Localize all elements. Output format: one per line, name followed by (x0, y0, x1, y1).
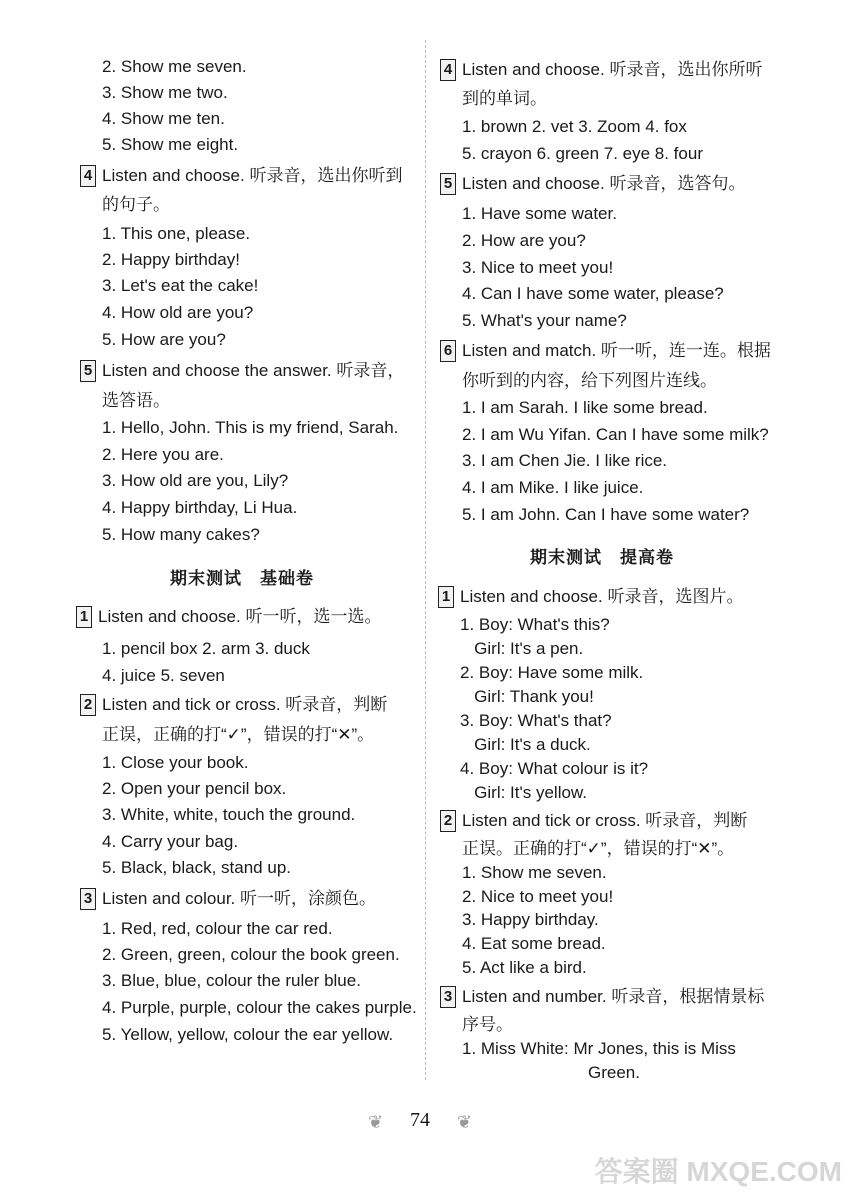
list-item: 2. Open your pencil box. (102, 779, 287, 798)
column-divider (425, 40, 426, 1080)
list-item: 3. Blue, blue, colour the ruler blue. (102, 971, 361, 990)
list-item: 3. Let's eat the cake! (102, 276, 259, 295)
list-item: 5. Show me eight. (102, 135, 239, 154)
question-title: 4 Listen and choose. 听录音，选出你听到 (102, 165, 402, 187)
dialogue-line: 4. Boy: What colour is it? (460, 759, 649, 778)
list-item: 1. Show me seven. (462, 863, 607, 882)
question-title: 3 Listen and colour. 听一听，涂颜色。 (102, 888, 376, 910)
question-number: 2 (80, 694, 96, 716)
question-title-cont: 选答语。 (102, 391, 170, 410)
list-item: 3. How old are you, Lily? (102, 471, 289, 490)
question-number: 5 (440, 173, 456, 195)
list-item: 5. How are you? (102, 330, 226, 349)
list-item: 1. I am Sarah. I like some bread. (462, 398, 708, 417)
question-title-cont: 的句子。 (102, 195, 170, 214)
question-number: 6 (440, 340, 456, 362)
question-title-cont: 你听到的内容，给下列图片连线。 (462, 371, 717, 390)
dialogue-line: Green. (588, 1063, 640, 1082)
question-number: 1 (76, 606, 92, 628)
list-item: 2. Happy birthday! (102, 250, 240, 269)
page-footer (360, 1100, 480, 1140)
section-title: 期末测试 提高卷 (530, 548, 674, 567)
list-item: 2. Nice to meet you! (462, 887, 614, 906)
list-item: 3. Happy birthday. (462, 910, 599, 929)
list-item: 3. Nice to meet you! (462, 258, 614, 277)
list-item: 2. Green, green, colour the book green. (102, 945, 400, 964)
question-title: 1 Listen and choose. 听录音，选图片。 (460, 586, 743, 608)
dialogue-line: Girl: It's yellow. (460, 783, 587, 802)
question-title: 2 Listen and tick or cross. 听录音，判断 (462, 810, 747, 832)
list-item: 1. pencil box 2. arm 3. duck (102, 639, 310, 658)
list-item: 2. How are you? (462, 231, 586, 250)
dialogue-line: Girl: It's a duck. (460, 735, 591, 754)
question-number: 5 (80, 360, 96, 382)
dialogue-line: 2. Boy: Have some milk. (460, 663, 644, 682)
dialogue-line: Girl: Thank you! (460, 687, 594, 706)
question-title: 5 Listen and choose. 听录音，选答句。 (462, 173, 745, 195)
question-number: 2 (440, 810, 456, 832)
list-item: 5. Yellow, yellow, colour the ear yellow. (102, 1025, 394, 1044)
list-item: 4. Show me ten. (102, 109, 225, 128)
question-title-cont: 序号。 (462, 1015, 513, 1034)
list-item: 3. White, white, touch the ground. (102, 805, 356, 824)
list-item: 5. Act like a bird. (462, 958, 587, 977)
list-item: 5. Black, black, stand up. (102, 858, 291, 877)
question-number: 3 (440, 986, 456, 1008)
wing-left-icon: ❦ (368, 1112, 384, 1132)
list-item: 5. I am John. Can I have some water? (462, 505, 750, 524)
question-title: 3 Listen and number. 听录音，根据情景标 (462, 986, 764, 1008)
dialogue-line: 3. Boy: What's that? (460, 711, 612, 730)
question-title-cont: 正误，正确的打“✓”，错误的打“✕”。 (102, 725, 375, 744)
list-item: 4. I am Mike. I like juice. (462, 478, 644, 497)
list-item: 1. Hello, John. This is my friend, Sarah. (102, 418, 399, 437)
list-item: 4. juice 5. seven (102, 666, 225, 685)
list-item: 1. This one, please. (102, 224, 251, 243)
list-item: 1. Close your book. (102, 753, 249, 772)
question-title: 1 Listen and choose. 听一听，选一选。 (98, 606, 381, 628)
question-number: 4 (440, 59, 456, 81)
watermark: 答案圈 MXQE.COM (594, 1156, 842, 1187)
list-item: 4. How old are you? (102, 303, 254, 322)
list-item: 4. Purple, purple, colour the cakes purple. (102, 998, 417, 1017)
question-title: 6 Listen and match. 听一听，连一连。根据 (462, 340, 771, 362)
list-item: 1. Have some water. (462, 204, 617, 223)
question-title: 5 Listen and choose the answer. 听录音， (102, 360, 404, 382)
list-item: 1. Red, red, colour the car red. (102, 919, 333, 938)
list-item: 4. Happy birthday, Li Hua. (102, 498, 298, 517)
wing-right-icon: ❦ (456, 1112, 472, 1132)
list-item: 5. What's your name? (462, 311, 627, 330)
list-item: 1. brown 2. vet 3. Zoom 4. fox (462, 117, 687, 136)
question-title-cont: 到的单词。 (462, 89, 547, 108)
list-item: 4. Can I have some water, please? (462, 284, 724, 303)
page-number: 74 (410, 1109, 430, 1131)
question-title: 2 Listen and tick or cross. 听录音，判断 (102, 694, 387, 716)
list-item: 3. I am Chen Jie. I like rice. (462, 451, 668, 470)
dialogue-line: 1. Miss White: Mr Jones, this is Miss (462, 1039, 736, 1058)
section-title: 期末测试 基础卷 (170, 569, 314, 588)
list-item: 2. I am Wu Yifan. Can I have some milk? (462, 425, 769, 444)
list-item: 4. Eat some bread. (462, 934, 606, 953)
list-item: 4. Carry your bag. (102, 832, 239, 851)
question-number: 1 (438, 586, 454, 608)
dialogue-line: Girl: It's a pen. (460, 639, 584, 658)
list-item: 5. crayon 6. green 7. eye 8. four (462, 144, 703, 163)
question-title: 4 Listen and choose. 听录音，选出你所听 (462, 59, 762, 81)
list-item: 5. How many cakes? (102, 525, 260, 544)
question-number: 3 (80, 888, 96, 910)
list-item: 3. Show me two. (102, 83, 228, 102)
question-number: 4 (80, 165, 96, 187)
question-title-cont: 正误。正确的打“✓”，错误的打“✕”。 (462, 839, 735, 858)
dialogue-line: 1. Boy: What's this? (460, 615, 610, 634)
list-item: 2. Here you are. (102, 445, 224, 464)
list-item: 2. Show me seven. (102, 57, 247, 76)
